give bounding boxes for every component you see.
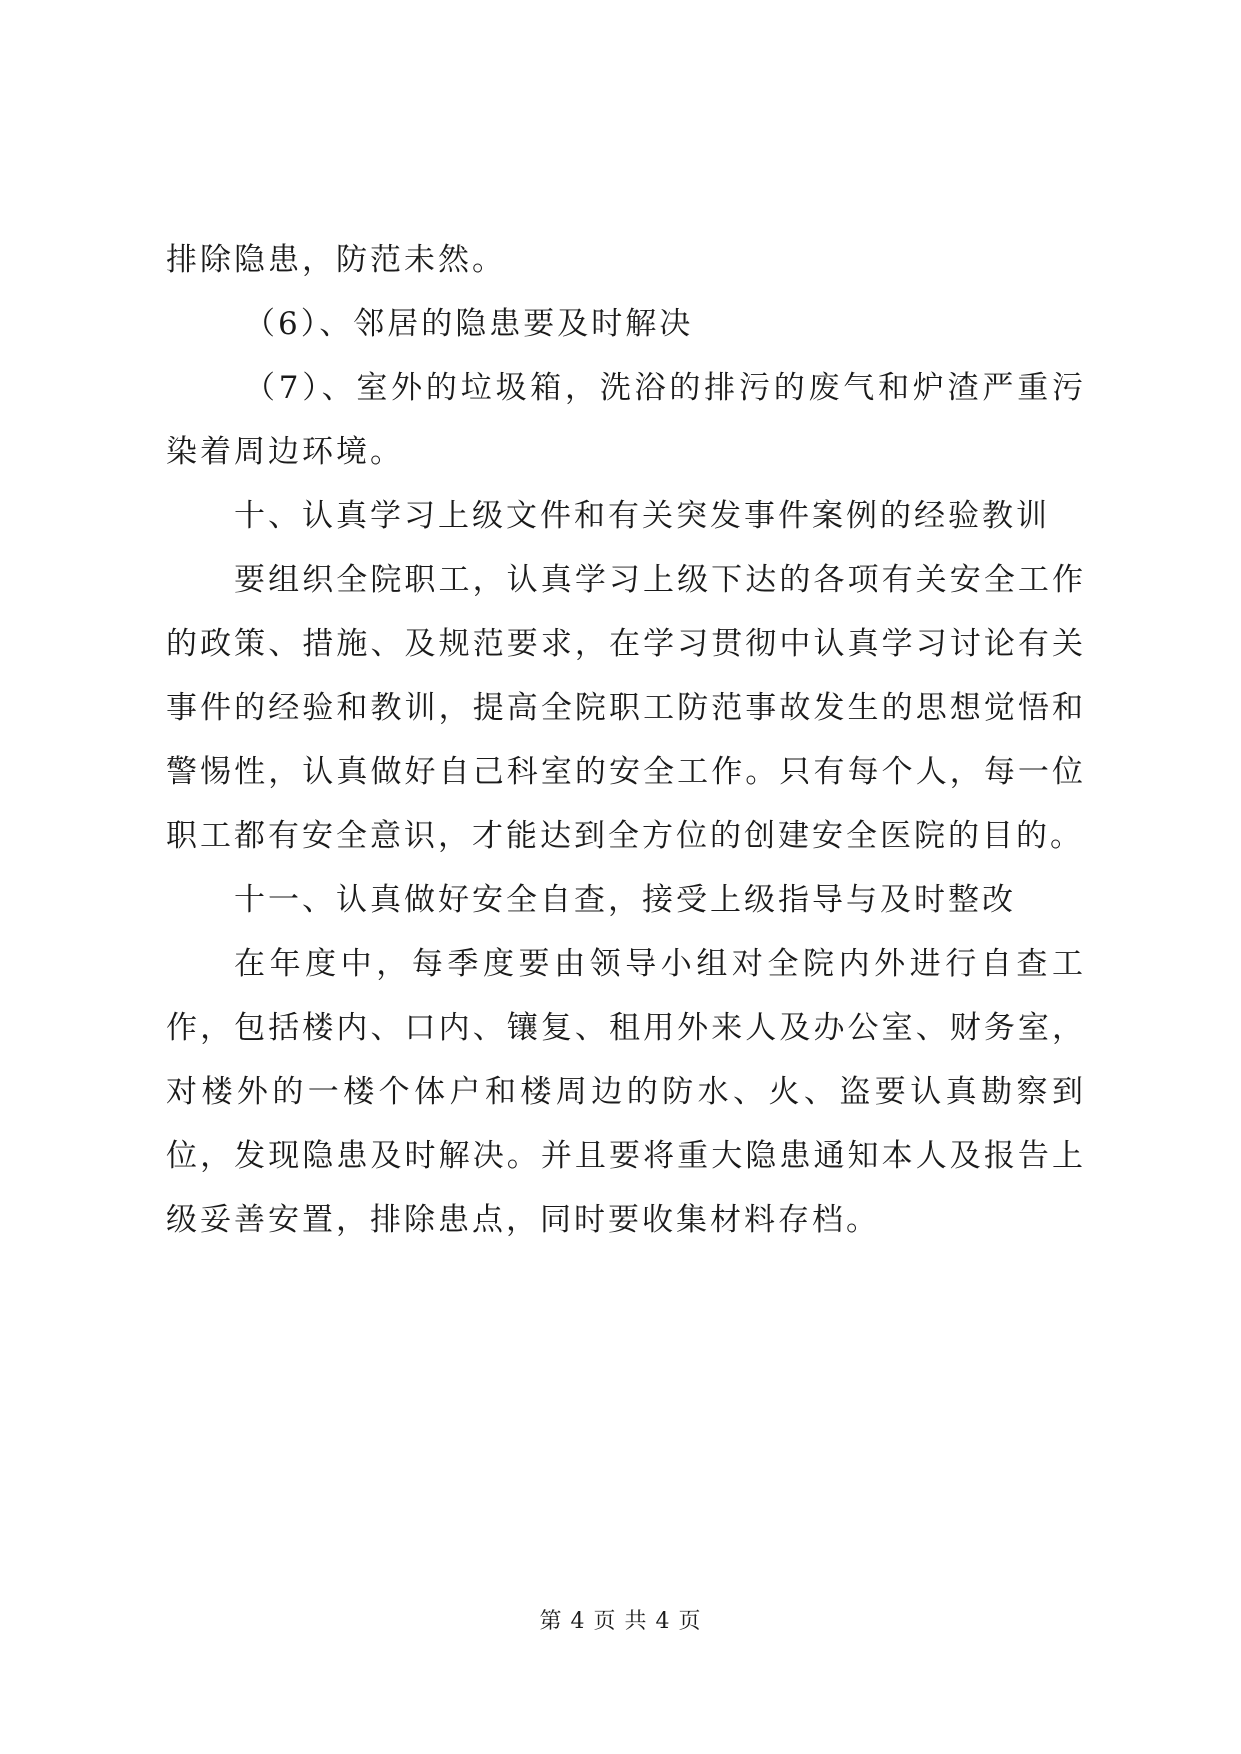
section-11-body: 在年度中，每季度要由领导小组对全院内外进行自查工作，包括楼内、口内、镶复、租用外来人及办公室、财务室，对楼外的一楼个体户和楼周边的防水、火、盗要认真勘察到位，发现隐患及时解决。并且要将重大隐患通知本人及报告上级妥善安置，排除患点，同时要收集材料存档。 <box>166 946 1086 1238</box>
page-footer: 第 4 页 共 4 页 <box>539 1609 702 1634</box>
section-heading-10: 十、认真学习上级文件和有关突发事件案例的经验教训 <box>234 498 1050 534</box>
section-heading-11: 十一、认真做好安全自查，接受上级指导与及时整改 <box>234 882 1016 918</box>
list-item-6: （6）、邻居的隐患要及时解决 <box>244 306 694 342</box>
section-10-body: 要组织全院职工，认真学习上级下达的各项有关安全工作的政策、措施、及规范要求，在学习贯彻中认真学习讨论有关事件的经验和教训，提高全院职工防范事故发生的思想觉悟和警惕性，认真做好自己科室的安全工作。只有每个人，每一位职工都有安全意识，才能达到全方位的创建安全医院的目的。 <box>166 562 1086 854</box>
paragraph-continuation: 排除隐患，防范未然。 <box>166 242 506 278</box>
list-item-7: （7）、室外的垃圾箱，洗浴的排污的废气和炉渣严重污染着周边环境。 <box>166 370 1086 470</box>
document-body <box>166 228 1086 1252</box>
